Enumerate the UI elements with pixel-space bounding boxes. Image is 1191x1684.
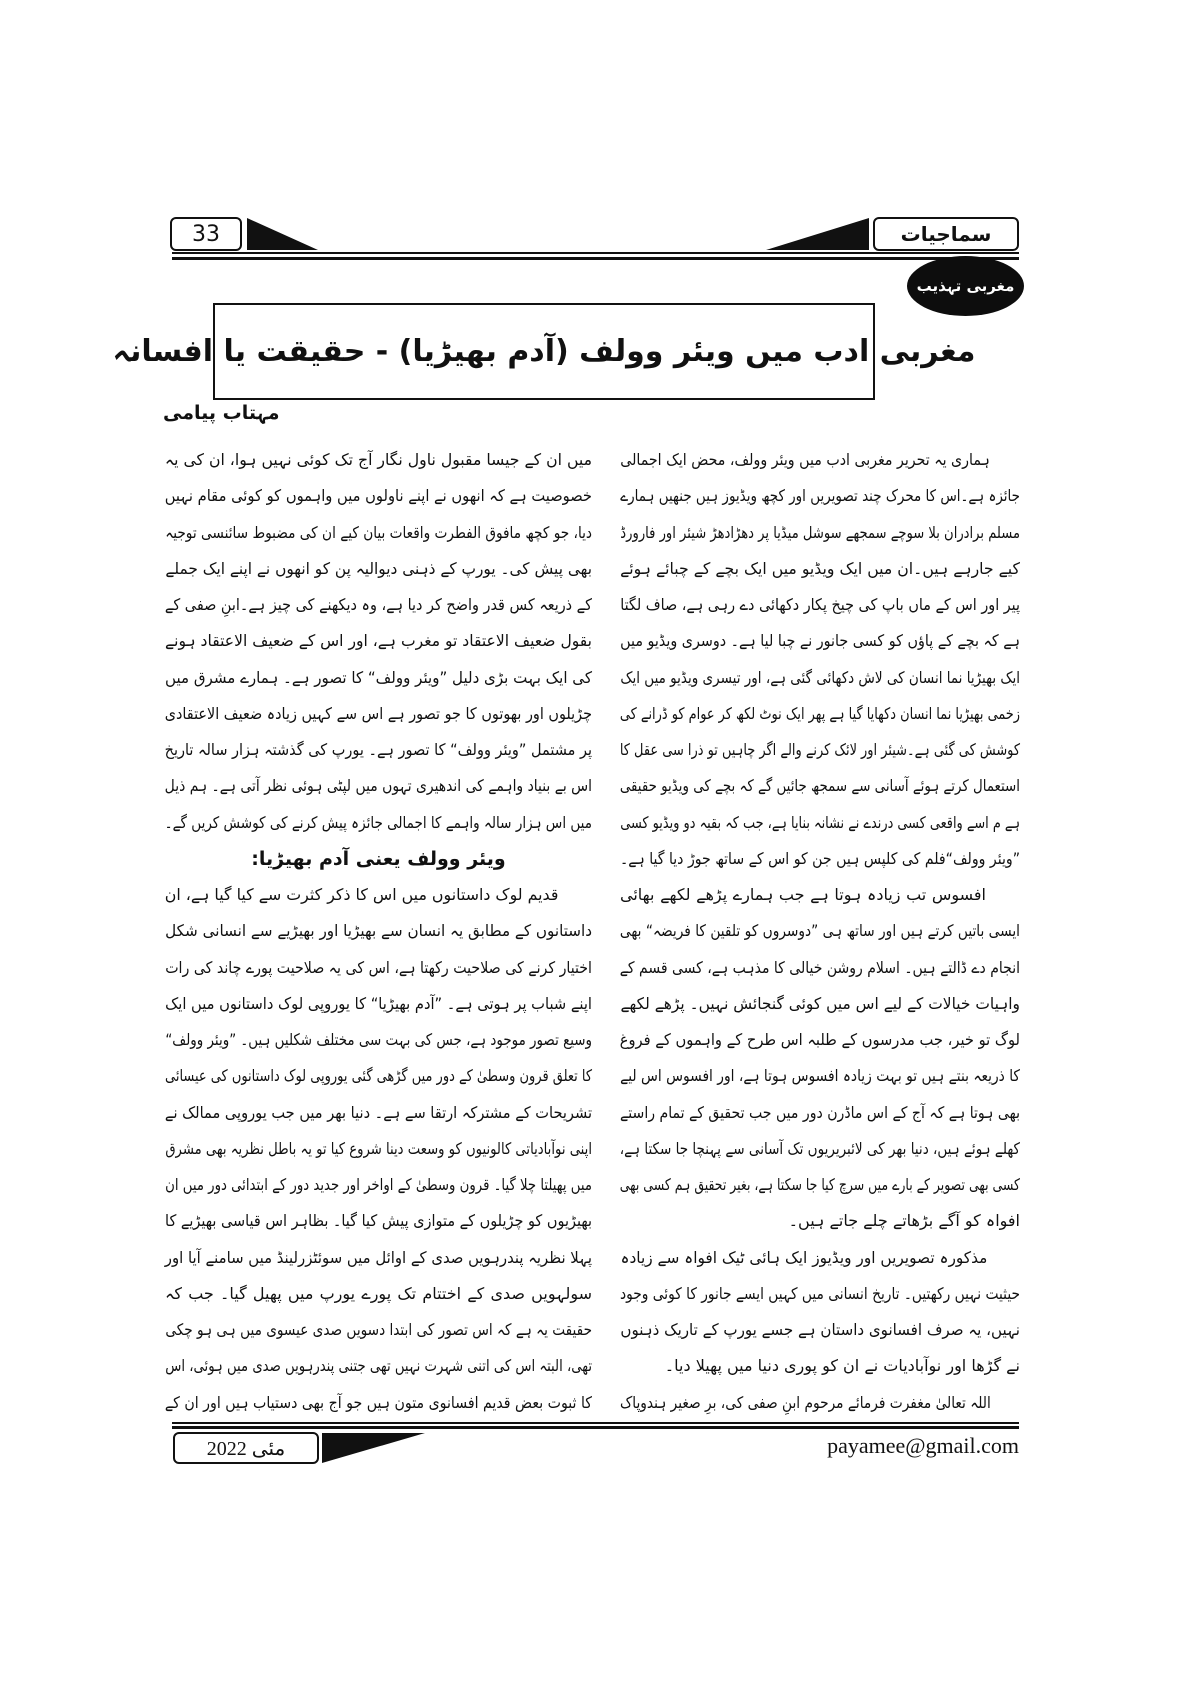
text-line: خصوصیت ہے کہ انھوں نے اپنے ناولوں میں واہموں کو کوئی مقام نہیں [164,486,592,506]
text-line: مسلم برادران بلا سوچے سمجھے سوشل میڈیا پر دھڑادھڑ شیئر اور فارورڈ [620,522,1020,542]
text-line: ”ویئر وولف“فلم کی کلپس ہیں جن کو اس کے ساتھ جوڑ دیا گیا ہے۔ [619,848,1020,868]
text-line: جائزہ ہے۔اس کا محرک چند تصویریں اور کچھ ویڈیوز ہیں جنھیں ہمارے [620,486,1020,506]
section-heading: ویئر وولف یعنی آدم بھیڑیا: [251,847,506,870]
text-line: حیثیت نہیں رکھتیں۔ تاریخ انسانی میں کہیں ایسے جانور کا کوئی وجود [620,1283,1020,1303]
text-line: چڑیلوں اور بھوتوں کا جو تصور ہے اس سے کہیں زیادہ ضعیف الاعتقادی [164,703,592,723]
text-line: میں پھیلتا چلا گیا۔ قرون وسطیٰ کے اواخر اور جدید دور کے ابتدائی دور میں ان [165,1175,593,1194]
text-line: اپنی نوآبادیاتی کالونیوں کو وسعت دینا شروع کیا تو یہ باطل نظریہ بھی مشرق [165,1138,592,1158]
text-line: پیر اور اس کے ماں باپ کی چیخ پکار دکھائی دے رہی ہے، صاف لگتا [620,595,1020,614]
text-line: افواہ کو آگے بڑھاتے چلے جاتے ہیں۔ [788,1211,1020,1231]
text-line: میں ان کے جیسا مقبول ناول نگار آج تک کوئی نہیں ہوا، ان کی یہ [164,450,592,469]
header-left-wedge [246,217,320,251]
text-line: کا تعلق قرون وسطیٰ کے دور میں گڑھی گئی یوروپی لوک داستانوں کی عیسائی [165,1066,592,1086]
text-line: ایک بھیڑیا نما انسان کی لاش دکھائی گئی ہے، اور تیسری ویڈیو میں ایک [620,667,1020,687]
category-badge [907,256,1024,316]
author-name: مہتاب پیامی [163,402,280,424]
text-line: وسیع تصور موجود ہے، جس کی بہت سی مختلف شکلیں ہیں۔ ”ویئر وولف“ [165,1030,592,1049]
text-line: لوگ تو خیر، جب مدرسوں کے طلبہ اس طرح کے واہموں کے فروغ [619,1030,1020,1049]
footer-rule-thin [172,1422,1019,1424]
text-line: کا ثبوت بعض قدیم افسانوی متون ہیں جو آج بھی دستیاب ہیں اور ان کے [164,1392,592,1412]
category-badge-label: مغربی تہذیب [916,277,1015,295]
page-number: 33 [192,221,220,247]
footer-wedge [321,1432,427,1464]
text-line: کوشش کی گئی ہے۔شیئر اور لائک کرنے والے اگر چاہیں تو ذرا سی عقل کا [619,740,1020,759]
text-line: زخمی بھیڑیا نما انسان دکھایا گیا ہے پھر ایک نوٹ لکھ کر عوام کو ڈرانے کی [619,703,1020,723]
text-line: بھی ہوتا ہے کہ آج کے اس ماڈرن دور میں جب تحقیق کے تمام راستے [620,1102,1020,1122]
article-title: مغربی ادب میں ویئر وولف (آدم بھیڑیا) - حقیقت یا افسانہ [112,334,976,369]
text-line: داستانوں کے مطابق یہ انسان سے بھیڑیا اور بھیڑیے سے انسانی شکل [165,921,592,941]
text-line: افسوس تب زیادہ ہوتا ہے جب ہمارے پڑھے لکھے بھائی [620,885,986,904]
text-line: کی ایک بہت بڑی دلیل ”ویئر وولف“ کا تصور ہے۔ ہمارے مشرق میں [165,667,593,687]
issue-date-box [173,1432,319,1464]
text-line: قدیم لوک داستانوں میں اس کا ذکر کثرت سے کیا گیا ہے، ان [164,885,559,904]
text-line: بھی پیش کی۔ یورپ کے ذہنی دیوالیہ پن کو انھوں نے اپنے ایک جملے [165,558,592,578]
text-line: کسی بھی تصویر کے بارے میں سرچ کیا جا سکتا ہے، بغیر تحقیق ہم کسی بھی [619,1175,1020,1194]
text-line: بقول ضعیف الاعتقاد تو مغرب ہے، اور اس کے ضعیف الاعتقاد ہونے [165,631,593,651]
text-line: بھیڑیوں کو چڑیلوں کے متوازی پیش کیا گیا۔ بظاہر اس قیاسی بھیڑیے کا [165,1211,592,1231]
text-line: اللہ تعالیٰ مغفرت فرمائے مرحوم ابنِ صفی کی، برِ صغیر ہندوپاک [619,1392,991,1412]
issue-date: مئی 2022 [206,1437,286,1460]
text-line: نے گڑھا اور نوآبادیات نے ان کو پوری دنیا میں پھیلا دیا۔ [664,1356,1020,1376]
header-rule-thin [172,252,1019,254]
header-rule-thick [172,257,1019,260]
text-line: استعمال کرتے ہوئے آسانی سے سمجھ جائیں گے کہ بچے کی ویڈیو حقیقی [619,776,1020,796]
text-line: ہے کہ بچے کے پاؤں کو کسی جانور نے چبا لیا ہے۔ دوسری ویڈیو میں [620,631,1020,651]
text-line: نہیں، یہ صرف افسانوی داستان ہے جسے یورپ کے تاریک ذہنوں [620,1320,1020,1339]
text-line: ہے م اسے واقعی کسی درندے نے نشانہ بنایا ہے، جب کہ بقیہ دو ویڈیو کسی [620,812,1020,832]
text-line: سولہویں صدی کے اختتام تک پورے یورپ میں پھیل گیا۔ جب کہ [165,1283,592,1303]
text-line: کے ذریعہ کس قدر واضح کر دیا ہے، وہ دیکھنے کی چیز ہے۔ابنِ صفی کے [164,595,593,614]
text-line: میں اس ہزار سالہ واہمے کا اجمالی جائزہ پیش کرنے کی کوشش کریں گے۔ [164,812,592,832]
text-line: تھی، البتہ اس کی اتنی شہرت نہیں تھی جتنی پندرہویں صدی میں ہوئی، اس [165,1356,592,1376]
text-line: کھلے ہوئے ہیں، دنیا بھر کی لائبریریوں تک آسانی سے پہنچا جا سکتا ہے، [619,1138,1020,1158]
text-line: پہلا نظریہ پندرہویں صدی کے اوائل میں سوئٹزرلینڈ میں سامنے آیا اور [164,1247,592,1267]
text-line: ہماری یہ تحریر مغربی ادب میں ویئر وولف، محض ایک اجمالی [620,450,990,469]
text-line: ایسی باتیں کرتے ہیں اور ساتھ ہی ”دوسروں کو تلقین کا فریضہ“ بھی [619,921,1020,941]
text-line: اپنے شباب پر ہوتی ہے۔ ”آدم بھیڑیا“ کا یوروپی لوک داستانوں میں ایک [165,993,592,1013]
text-line: کیے جارہے ہیں۔ان میں ایک ویڈیو میں ایک بچے کے چبائے ہوئے [620,558,1020,578]
footer-rule-thick [172,1426,1019,1429]
text-line: تشریحات کے مشترکہ ارتقا سے ہے۔ دنیا بھر میں جب یوروپی ممالک نے [164,1102,592,1122]
text-line: انجام دے ڈالتے ہیں۔ اسلام روشن خیالی کا مذہب ہے، کسی قسم کے [619,957,1020,977]
section-name-box [873,217,1019,251]
text-line: اختیار کرنے کی صلاحیت رکھتا ہے، اس کی یہ صلاحیت پورے چاند کی رات [165,957,592,977]
text-line: پر مشتمل ”ویئر وولف“ کا تصور ہے۔ یورپ کی گذشتہ ہزار سالہ تاریخ [164,740,592,759]
text-line: حقیقت یہ ہے کہ اس تصور کی ابتدا دسویں صدی عیسوی میں ہی ہو چکی [165,1320,592,1339]
text-line: کا ذریعہ بنتے ہیں تو بہت زیادہ افسوس ہوتا ہے، اور افسوس اس لیے [620,1066,1020,1086]
text-line: دیا، جو کچھ مافوق الفطرت واقعات بیان کیے ان کی مضبوط سائنسی توجیہ [165,522,592,542]
article-title-box [112,303,976,400]
text-line: اس بے بنیاد واہمے کی اندھیری تہوں میں لپٹی ہوئی نظر آتی ہے۔ ہم ذیل [164,776,592,796]
contact-email: payamee@gmail.com [827,1433,1019,1458]
header-right-wedge [765,217,871,251]
text-line: واہیات خیالات کے لیے اس میں کوئی گنجائش نہیں۔ پڑھے لکھے [620,993,1020,1013]
section-name: سماجیات [900,222,992,246]
page-number-box [170,217,242,251]
text-line: مذکورہ تصویریں اور ویڈیوز ایک ہائی ٹیک افواہ سے زیادہ [620,1247,988,1267]
